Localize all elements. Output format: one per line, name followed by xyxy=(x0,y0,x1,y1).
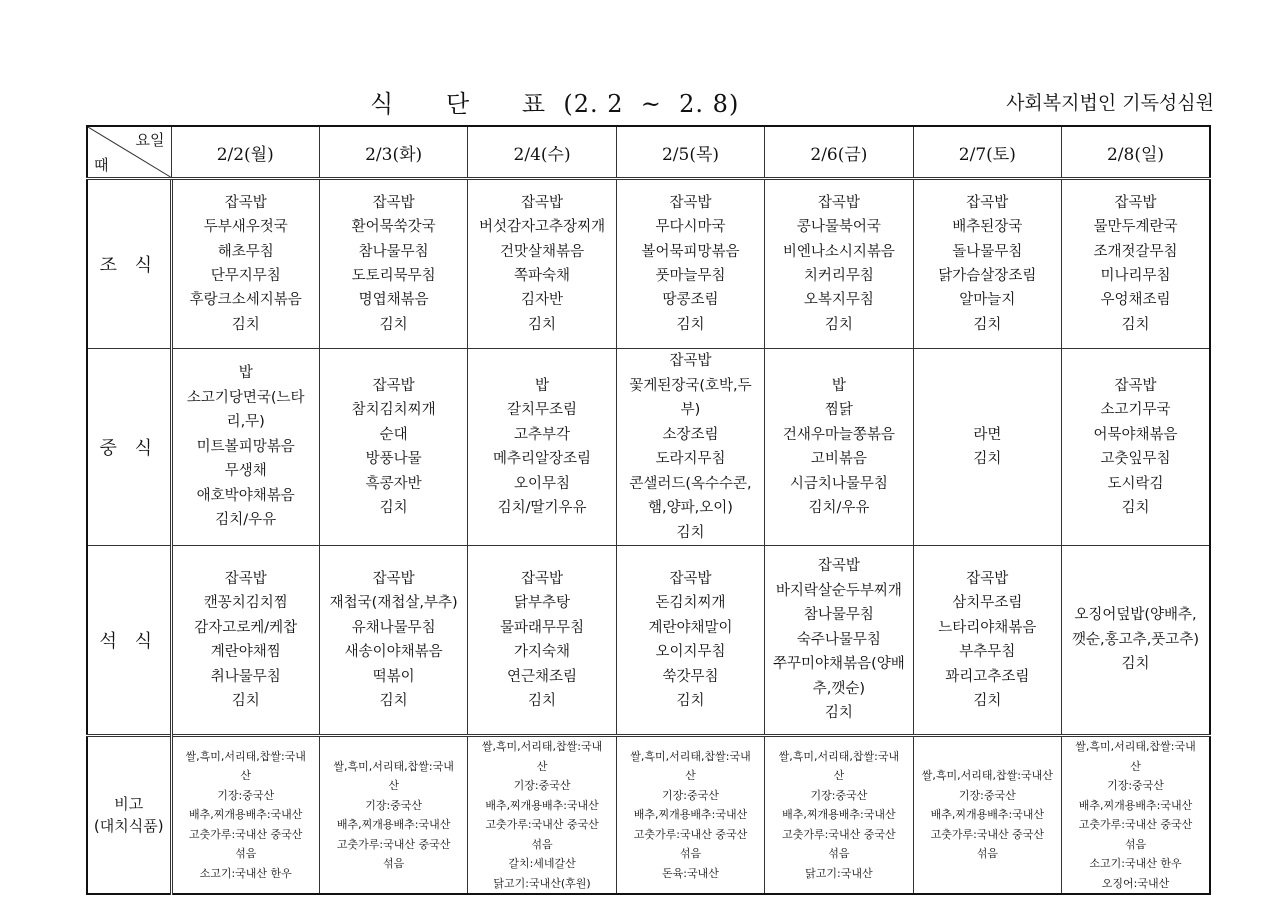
menu-cell xyxy=(616,179,764,349)
dish-item: 김치 xyxy=(379,500,408,516)
dish-item: 잡곡밥 xyxy=(1114,195,1157,212)
menu-cell xyxy=(468,546,616,736)
dish-item: 건새우마늘쫑볶음 xyxy=(782,426,895,443)
day-header: 2/7(토) xyxy=(913,126,1061,179)
menu-cell xyxy=(319,546,467,736)
note-line: 닭고기:국내산 xyxy=(805,866,873,880)
dish-item: 잡곡밥 xyxy=(372,570,415,587)
menu-cell xyxy=(1062,546,1210,736)
dish-item: 콩나물북어국 xyxy=(796,219,881,236)
dish-item: 돌나물무침 xyxy=(952,243,1023,260)
dish-item: 갈치무조림 xyxy=(507,402,578,418)
day-header: 2/8(일) xyxy=(1062,126,1210,179)
dish-item: 흑콩자반 xyxy=(365,475,422,492)
note-line: 섞음 xyxy=(531,837,553,851)
menu-table xyxy=(86,125,1211,895)
dish-item: 밥 xyxy=(831,377,846,394)
dish-item: 김치 xyxy=(973,316,1002,333)
dish-item: 김치 xyxy=(231,316,260,333)
dish-item: 김치/우유 xyxy=(808,500,870,516)
notes-cell xyxy=(319,736,467,895)
dish-item: 방풍나물 xyxy=(365,451,422,467)
dish-item: 두부새우젓국 xyxy=(203,219,288,236)
dish-item: 환어묵쑥갓국 xyxy=(351,219,436,236)
dish-item: 부추무침 xyxy=(959,644,1016,660)
notes-row xyxy=(87,736,1210,895)
dish-item: 감자고로케/케찹 xyxy=(194,619,298,636)
dish-item: 유채나물무침 xyxy=(351,619,436,636)
note-line: 산 xyxy=(1130,759,1141,773)
dish-item: 미나리무침 xyxy=(1100,268,1171,284)
notes-cell xyxy=(468,736,616,895)
dish-item: 김치 xyxy=(676,316,705,333)
menu-cell xyxy=(171,546,319,736)
dish-item: 어묵야채볶음 xyxy=(1093,426,1178,443)
breakfast-row xyxy=(87,179,1210,349)
menu-cell xyxy=(765,546,913,736)
dish-item: 단무지무침 xyxy=(210,268,281,284)
note-line: 기장:중국산 xyxy=(513,779,571,792)
dish-item: 김치 xyxy=(379,316,408,333)
dish-item: 쪽파숙채 xyxy=(514,268,571,284)
dish-item: 김치 xyxy=(1121,656,1150,673)
meal-label: 조 식 xyxy=(87,179,171,349)
dish-item: 치커리무침 xyxy=(803,268,874,284)
note-line: 고춧가루:국내산 중국산 xyxy=(782,827,896,841)
note-line: 배추,찌개용배추:국내산 xyxy=(633,808,748,822)
dish-item: 잡곡밥 xyxy=(669,195,712,212)
note-line: 쌀,흑미,서리태,찹쌀:국내 xyxy=(630,749,751,763)
dish-item: 김치/딸기우유 xyxy=(497,500,587,516)
note-line: 고춧가루:국내산 중국산 xyxy=(1078,818,1193,831)
menu-cell xyxy=(1062,179,1210,349)
dish-item: 메추리알장조림 xyxy=(493,451,592,467)
dish-item: 김자반 xyxy=(521,292,564,309)
dish-item: 찜닭 xyxy=(824,402,853,418)
note-line: 섞음 xyxy=(383,857,405,870)
dish-item: 잡곡밥 xyxy=(372,195,415,212)
note-line: 소고기:국내산 한우 xyxy=(1089,857,1182,870)
note-line: 고춧가루:국내산 중국산 xyxy=(336,837,451,851)
day-header: 2/5(목) xyxy=(616,126,764,179)
dish-item: 잡곡밥 xyxy=(817,558,860,575)
dish-item: 김치 xyxy=(973,693,1002,709)
menu-cell xyxy=(765,179,913,349)
note-line: 고춧가루:국내산 중국산 xyxy=(633,827,748,841)
menu-cell xyxy=(765,349,913,546)
menu-cell xyxy=(468,349,616,546)
dish-item: 잡곡밥 xyxy=(817,195,860,212)
dish-item: 꽃게된장국(호박,두 xyxy=(629,377,752,394)
dish-item: 참나물무침 xyxy=(358,243,429,260)
dinner-row xyxy=(87,546,1210,736)
day-header: 2/3(화) xyxy=(319,126,467,179)
corner-time-label: 때 xyxy=(94,156,109,174)
menu-cell xyxy=(319,349,467,546)
dish-item: 도토리묵무침 xyxy=(351,268,436,284)
dish-item: 오이무침 xyxy=(514,475,571,492)
dish-item: 김치 xyxy=(231,693,260,709)
dish-item: 버섯감자고추장찌개 xyxy=(479,219,606,236)
menu-cell xyxy=(913,179,1061,349)
dish-item: 우엉채조림 xyxy=(1100,292,1171,309)
dish-item: 김치 xyxy=(824,705,853,722)
dish-item: 계란야채찜 xyxy=(210,644,281,660)
dish-item: 삼치무조림 xyxy=(952,595,1023,611)
dish-item: 쭈꾸미야채볶음(양배 xyxy=(773,656,905,673)
menu-cell xyxy=(1062,349,1210,546)
note-line: 기장:중국산 xyxy=(662,788,719,802)
dish-item: 김치 xyxy=(676,524,705,541)
day-header: 2/4(수) xyxy=(468,126,616,179)
dish-item: 물파래무무침 xyxy=(500,619,585,636)
note-line: 산 xyxy=(240,769,252,783)
note-line: 쌀,흑미,서리태,찹쌀:국내 xyxy=(333,759,454,773)
page-title: 식 단 표 (2. 2 ~ 2. 8) xyxy=(370,90,740,118)
note-line: 산 xyxy=(388,779,399,792)
dish-item: 잡곡밥 xyxy=(1114,377,1157,394)
notes-cell xyxy=(1062,736,1210,895)
dish-item: 숙주나물무침 xyxy=(796,631,881,648)
dish-item: 해초무침 xyxy=(217,243,274,260)
dish-item: 취나물무침 xyxy=(210,668,281,685)
note-line: 닭고기:국내산(후원) xyxy=(493,876,591,890)
note-line: 고춧가루:국내산 중국산 xyxy=(188,827,303,841)
note-line: 섞음 xyxy=(679,847,702,861)
menu-cell xyxy=(616,546,764,736)
dish-item: 깻순,홍고추,풋고추) xyxy=(1072,631,1199,648)
corner-day-label: 요일 xyxy=(135,131,165,149)
notes-label xyxy=(87,736,171,895)
dish-item: 닭가슴살장조림 xyxy=(938,268,1037,284)
note-line: 산 xyxy=(685,769,696,783)
note-line: 산 xyxy=(536,759,548,773)
notes-label-line: 비고 xyxy=(114,795,144,813)
dish-item: 잡곡밥 xyxy=(372,377,415,394)
notes-cell xyxy=(765,736,913,895)
dish-item: 잡곡밥 xyxy=(224,195,267,212)
dish-item: 잡곡밥 xyxy=(966,570,1009,587)
note-line: 기장:중국산 xyxy=(1107,779,1164,792)
dish-item: 가지숙채 xyxy=(514,644,571,660)
dish-item: 리,무) xyxy=(226,414,265,431)
day-header: 2/2(월) xyxy=(171,126,319,179)
dish-item: 돈김치찌개 xyxy=(655,595,726,611)
dish-item: 잡곡밥 xyxy=(521,195,564,212)
dish-item: 햄,양파,오이) xyxy=(648,500,733,516)
dish-item: 고추부각 xyxy=(514,426,571,443)
note-line: 돈육:국내산 xyxy=(662,866,719,880)
note-line: 섞음 xyxy=(828,847,850,861)
notes-cell xyxy=(913,736,1061,895)
note-line: 기장:중국산 xyxy=(958,788,1016,802)
dish-item: 무다시마국 xyxy=(655,219,726,236)
dish-item: 김치 xyxy=(379,693,408,709)
dish-item: 라면 xyxy=(973,426,1002,443)
dish-item: 김치 xyxy=(1121,316,1150,333)
note-line: 배추,찌개용배추:국내산 xyxy=(188,808,303,822)
note-line: 쌀,흑미,서리태,찹쌀:국내 xyxy=(481,740,603,753)
dish-item: 풋마늘무침 xyxy=(655,268,726,284)
dish-item: 고춧잎무침 xyxy=(1100,451,1171,467)
dish-item: 잡곡밥 xyxy=(669,353,712,369)
dish-item: 시금치나물무침 xyxy=(789,475,888,492)
dish-item: 볼어묵피망볶음 xyxy=(641,243,740,260)
dish-item: 새송이야채볶음 xyxy=(344,644,443,660)
dish-item: 재첩국(재첩살,부추) xyxy=(329,595,458,611)
menu-cell xyxy=(171,179,319,349)
note-line: 갈치:세네갈산 xyxy=(508,857,576,870)
lunch-row xyxy=(87,349,1210,546)
organization-name: 사회복지법인 기독성심원 xyxy=(1006,92,1214,114)
dish-item: 떡볶이 xyxy=(372,668,415,685)
dish-item: 김치 xyxy=(528,316,557,333)
dish-item: 밥 xyxy=(535,377,550,394)
dish-item: 김치 xyxy=(824,316,853,333)
dish-item: 무생채 xyxy=(224,463,267,480)
dish-item: 후랑크소세지볶음 xyxy=(189,292,302,309)
dish-item: 오징어덮밥(양배추, xyxy=(1074,607,1197,624)
dish-item: 알마늘지 xyxy=(959,292,1016,309)
dish-item: 계란야채말이 xyxy=(648,619,733,636)
dish-item: 도시락김 xyxy=(1107,475,1164,492)
note-line: 쌀,흑미,서리태,찹쌀:국내 xyxy=(185,749,306,763)
note-line: 고춧가루:국내산 중국산 xyxy=(930,827,1045,841)
dish-item: 쑥갓무침 xyxy=(662,668,719,685)
dish-item: 소고기당면국(느타 xyxy=(186,389,305,406)
notes-cell xyxy=(171,736,319,895)
dish-item: 바지락살순두부찌개 xyxy=(775,582,902,599)
dish-item: 물만두계란국 xyxy=(1093,219,1178,236)
dish-item: 꽈리고추조림 xyxy=(945,668,1030,685)
dish-item: 비엔나소시지볶음 xyxy=(782,243,895,260)
header-row xyxy=(87,126,1210,179)
dish-item: 오이지무침 xyxy=(655,644,726,660)
note-line: 배추,찌개용배추:국내산 xyxy=(930,808,1045,822)
dish-item: 건맛살채볶음 xyxy=(500,243,585,260)
dish-item: 소고기무국 xyxy=(1100,402,1171,418)
dish-item: 캔꽁치김치찜 xyxy=(203,595,288,611)
dish-item: 김치 xyxy=(528,693,557,709)
dish-item: 순대 xyxy=(379,426,408,443)
note-line: 배추,찌개용배추:국내산 xyxy=(782,808,896,822)
dish-item: 미트볼피망볶음 xyxy=(196,438,295,455)
note-line: 배추,찌개용배추:국내산 xyxy=(336,818,451,831)
menu-cell xyxy=(913,349,1061,546)
dish-item: 조개젓갈무침 xyxy=(1093,243,1178,260)
note-line: 산 xyxy=(833,769,845,783)
dish-item: 애호박야채볶음 xyxy=(196,487,295,504)
note-line: 오징어:국내산 xyxy=(1101,876,1170,890)
note-line: 쌀,흑미,서리태,찹쌀:국내 xyxy=(778,749,900,763)
dish-item: 닭부추탕 xyxy=(514,595,571,611)
dish-item: 오복지무침 xyxy=(803,292,874,309)
meal-label: 석 식 xyxy=(87,546,171,736)
dish-item: 잡곡밥 xyxy=(521,570,564,587)
dish-item: 고비볶음 xyxy=(810,451,867,467)
dish-item: 김치 xyxy=(1121,500,1150,516)
dish-item: 김치 xyxy=(973,451,1002,467)
dish-item: 참나물무침 xyxy=(803,607,874,624)
note-line: 배추,찌개용배추:국내산 xyxy=(485,798,599,812)
note-line: 쌀,흑미,서리태,찹쌀:국내산 xyxy=(921,769,1053,783)
note-line: 기장:중국산 xyxy=(810,788,868,802)
menu-cell xyxy=(913,546,1061,736)
dish-item: 잡곡밥 xyxy=(966,195,1009,212)
dish-item: 잡곡밥 xyxy=(669,570,712,587)
dish-item: 배추된장국 xyxy=(952,219,1023,236)
dish-item: 참치김치찌개 xyxy=(351,402,436,418)
note-line: 쌀,흑미,서리태,찹쌀:국내 xyxy=(1075,740,1196,753)
day-header: 2/6(금) xyxy=(765,126,913,179)
dish-item: 밥 xyxy=(238,365,253,382)
dish-item: 도라지무침 xyxy=(655,451,726,467)
dish-item: 소장조림 xyxy=(662,426,719,443)
note-line: 배추,찌개용배추:국내산 xyxy=(1078,798,1193,812)
dish-item: 느타리야채볶음 xyxy=(938,619,1037,636)
menu-cell xyxy=(616,349,764,546)
note-line: 소고기:국내산 한우 xyxy=(199,866,292,880)
dish-item: 명엽채볶음 xyxy=(358,292,429,309)
note-line: 섞음 xyxy=(235,847,257,861)
menu-body xyxy=(87,179,1210,895)
dish-item: 연근채조림 xyxy=(507,668,578,685)
note-line: 기장:중국산 xyxy=(365,798,423,812)
meal-label: 중 식 xyxy=(87,349,171,546)
dish-item: 추,깻순) xyxy=(812,680,866,697)
menu-cell xyxy=(171,349,319,546)
note-line: 섞음 xyxy=(976,847,998,861)
note-line: 고춧가루:국내산 중국산 xyxy=(485,818,599,831)
dish-item: 김치/우유 xyxy=(215,512,277,529)
notes-label-line: (대치식품) xyxy=(93,817,164,835)
note-line: 섞음 xyxy=(1124,837,1147,851)
dish-item: 땅콩조림 xyxy=(662,292,719,309)
notes-cell xyxy=(616,736,764,895)
corner-header xyxy=(87,126,171,179)
dish-item: 부) xyxy=(680,402,701,418)
dish-item: 김치 xyxy=(676,693,705,709)
dish-item: 잡곡밥 xyxy=(224,570,267,587)
menu-cell xyxy=(468,179,616,349)
dish-item: 콘샐러드(옥수수콘, xyxy=(629,475,752,492)
menu-cell xyxy=(319,179,467,349)
note-line: 기장:중국산 xyxy=(217,788,275,802)
